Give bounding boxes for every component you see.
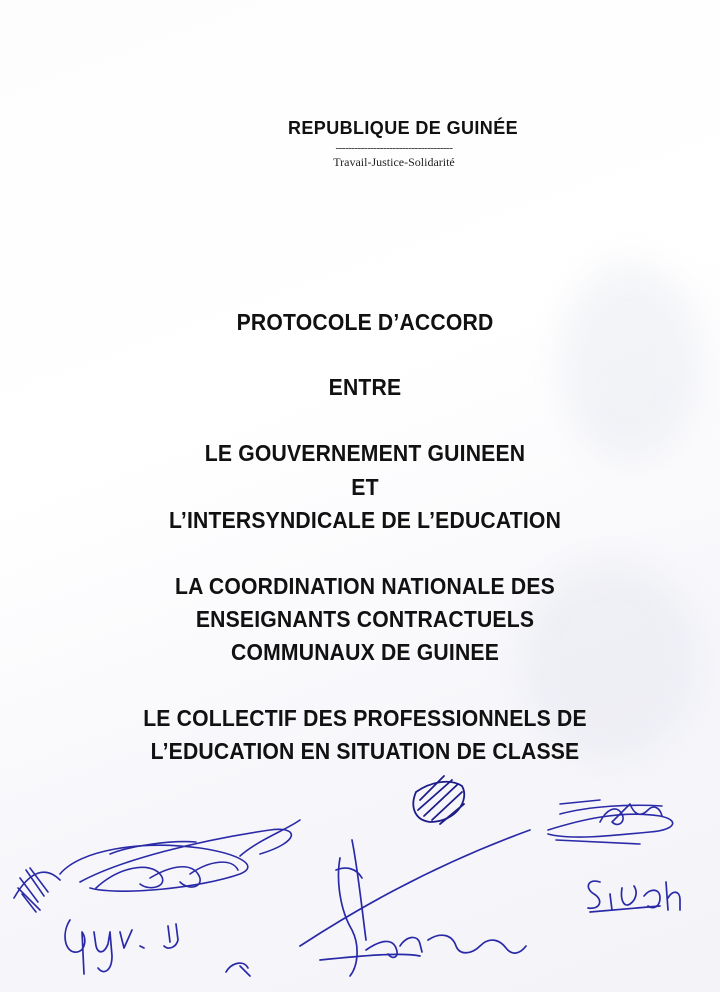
title-line: LA COORDINATION NATIONALE DES xyxy=(175,573,555,599)
signature-3 xyxy=(413,776,464,824)
header-rule: ------------------------------------- xyxy=(335,142,453,154)
title-line: ET xyxy=(351,474,379,500)
country-name: REPUBLIQUE DE GUINÉE xyxy=(287,118,519,138)
title-line: L’EDUCATION EN SITUATION DE CLASSE xyxy=(150,738,580,764)
document-header xyxy=(240,118,540,170)
signature-2 xyxy=(65,920,250,976)
signature-5 xyxy=(548,800,673,844)
title-line: ENTRE xyxy=(328,374,402,400)
title-line: LE COLLECTIF DES PROFESSIONNELS DE xyxy=(143,705,587,731)
paper-shadow xyxy=(560,260,700,460)
title-line: L’INTERSYNDICALE DE L’EDUCATION xyxy=(168,507,562,533)
title-line: ENSEIGNANTS CONTRACTUELS xyxy=(195,606,535,632)
signature-1 xyxy=(14,820,300,912)
signature-6 xyxy=(588,881,680,912)
document-title: PROTOCOLE D’ACCORD xyxy=(236,309,494,335)
national-motto: Travail-Justice-Solidarité xyxy=(333,155,455,169)
title-line: LE GOUVERNEMENT GUINEEN xyxy=(204,440,526,466)
signature-4 xyxy=(300,830,530,976)
title-line: COMMUNAUX DE GUINEE xyxy=(230,639,500,665)
signatures-area xyxy=(0,770,720,992)
